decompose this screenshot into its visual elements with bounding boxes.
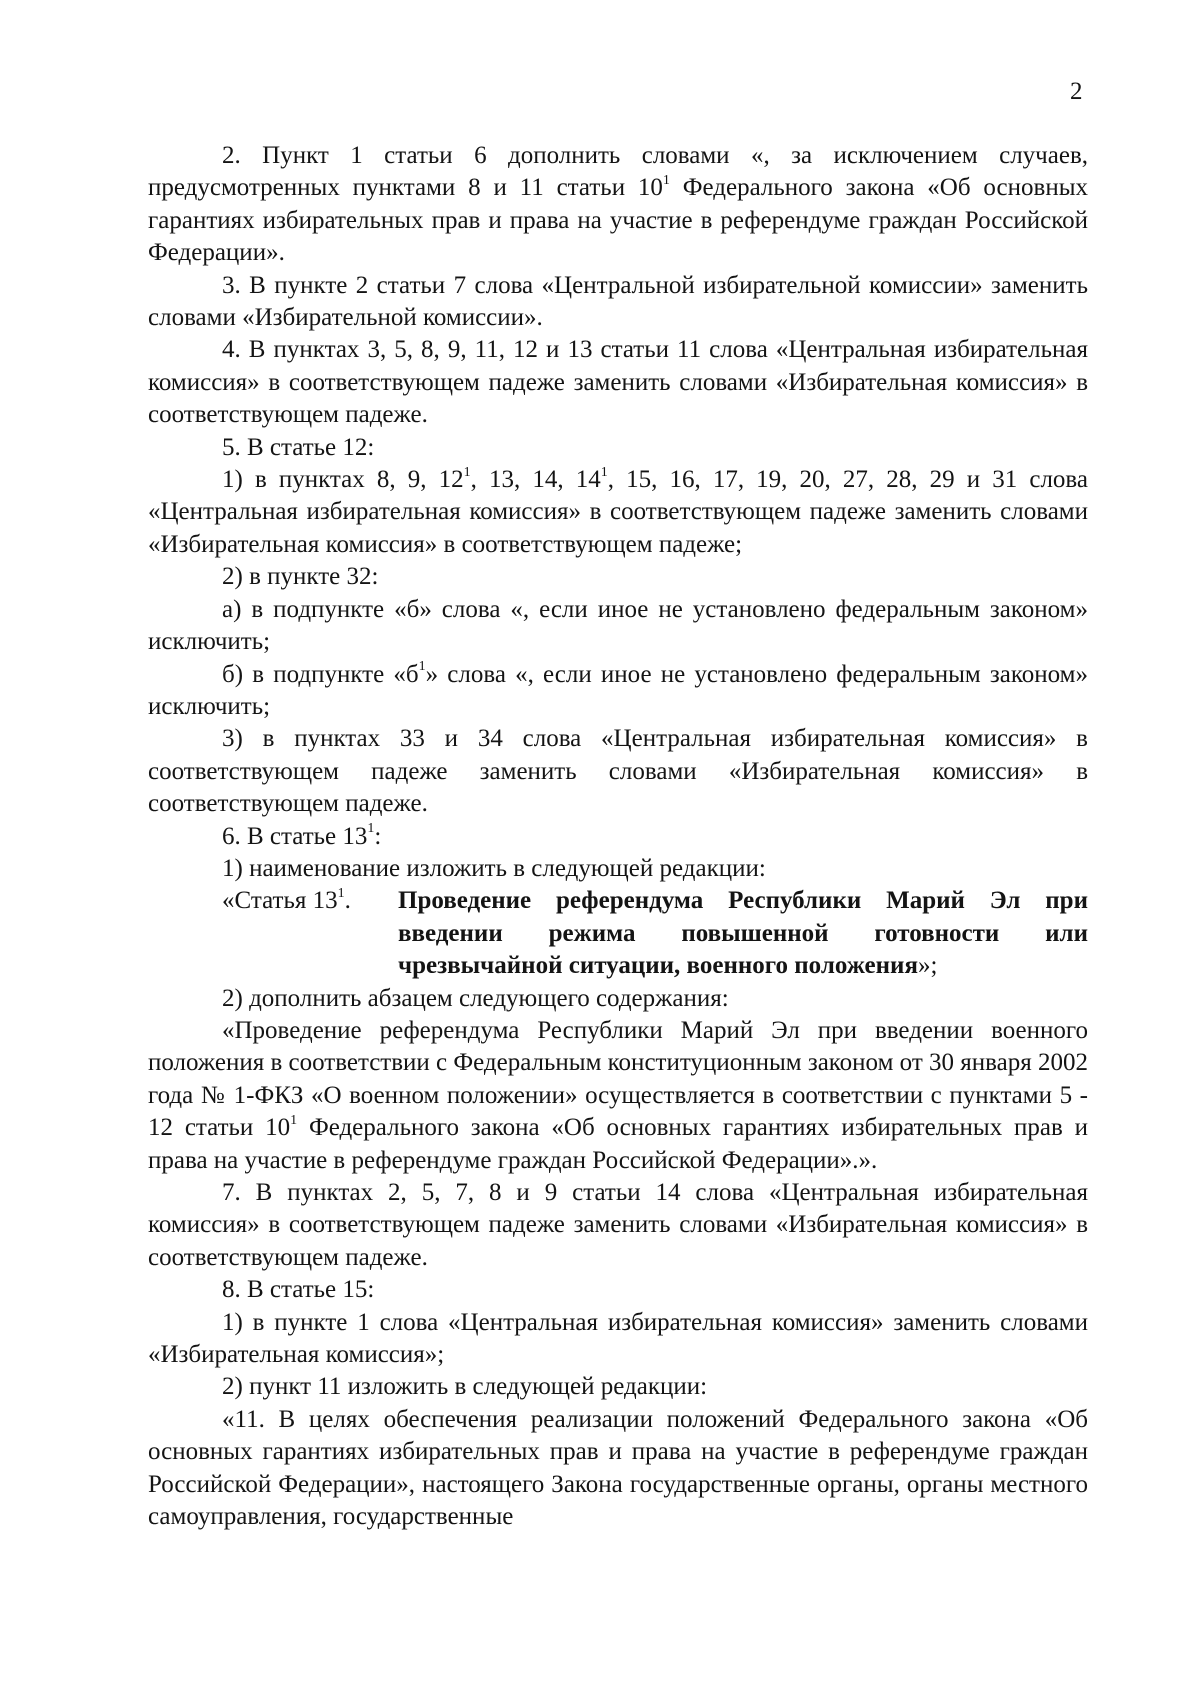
document-body	[148, 140, 1088, 1533]
article-heading	[148, 885, 1088, 982]
paragraph: 1) наименование изложить в следующей редакции:	[222, 854, 766, 882]
paragraph: 1) в пунктах 8, 9, $12^1$, 13, 14, $14^1$, 15, 16, 17, 19, 20, 27, 28, 29 и 31 слова «Центральная избирательная комиссия» в соответствующем падеже заменить словами «Избирательная комиссия» в соответствующем падеже;	[148, 464, 1089, 558]
paragraph: а) в подпункте «б» слова «, если иное не установлено федеральным законом» исключить;	[148, 595, 1088, 656]
paragraph: б) в подпункте «$б^1$» слова «, если иное не установлено федеральным законом» исключить;	[148, 659, 1089, 720]
paragraph: 2) в пункте 32:	[222, 563, 379, 591]
paragraph: 2) дополнить абзацем следующего содержания:	[222, 984, 729, 1012]
article-title: Проведение референдума Республики Марий Эл при введении режима повышенной готовности или чрезвычайной ситуации, военного положения»;	[398, 887, 1088, 980]
paragraph: 7. В пунктах 2, 5, 7, 8 и 9 статьи 14 слова «Центральная избирательная комиссия» в соответствующем падеже заменить словами «Избирательная комиссия» в соответствующем падеже.	[148, 1179, 1088, 1271]
paragraph: 4. В пунктах 3, 5, 8, 9, 11, 12 и 13 статьи 11 слова «Центральная избирательная комиссия» в соответствующем падеже заменить словами «Избирательная комиссия» в соответствующем падеже.	[148, 336, 1088, 429]
paragraph: 3. В пункте 2 статьи 7 слова «Центральной избирательной комиссии» заменить словами «Избирательной комиссии».	[148, 271, 1088, 332]
paragraph: 6. В статье $13^1$:	[222, 821, 382, 850]
article-label: «Статья $13^1$.	[222, 886, 351, 915]
paragraph: 2) пункт 11 изложить в следующей редакции:	[222, 1373, 708, 1401]
paragraph: «Проведение референдума Республики Марий Эл при введении военного положения в соответствии с Федеральным конституционным законом от 30 января 2002 года № 1-ФКЗ «О военном положении» осуществляется в соответствии с пунктами 5 - 12 статьи $10^1$ Федерального закона «Об основных гарантиях избирательных прав и права на участие в референдуме граждан Российской Федерации».».	[148, 1016, 1089, 1174]
paragraph: 3) в пунктах 33 и 34 слова «Центральная избирательная комиссия» в соответствующем падеже заменить словами «Избирательная комиссия» в соответствующем падеже.	[148, 725, 1088, 818]
paragraph: 8. В статье 15:	[222, 1276, 375, 1304]
page-number: 2	[1070, 78, 1083, 105]
paragraph: «11. В целях обеспечения реализации положений Федерального закона «Об основных гарантиях избирательных прав и права на участие в референдуме граждан Российской Федерации», настоящего Закона государственные органы, органы местного самоуправления, государственные	[148, 1405, 1088, 1531]
paragraph: 2. Пункт 1 статьи 6 дополнить словами «, за исключением случаев, предусмотренных пунктами 8 и 11 статьи $10^1$ Федерального закона «Об основных гарантиях избирательных прав и права на участие в референдуме граждан Российской Федерации».	[148, 142, 1088, 267]
paragraph: 5. В статье 12:	[222, 433, 375, 461]
paragraph: 1) в пункте 1 слова «Центральная избирательная комиссия» заменить словами «Избирательная комиссия»;	[148, 1308, 1088, 1369]
